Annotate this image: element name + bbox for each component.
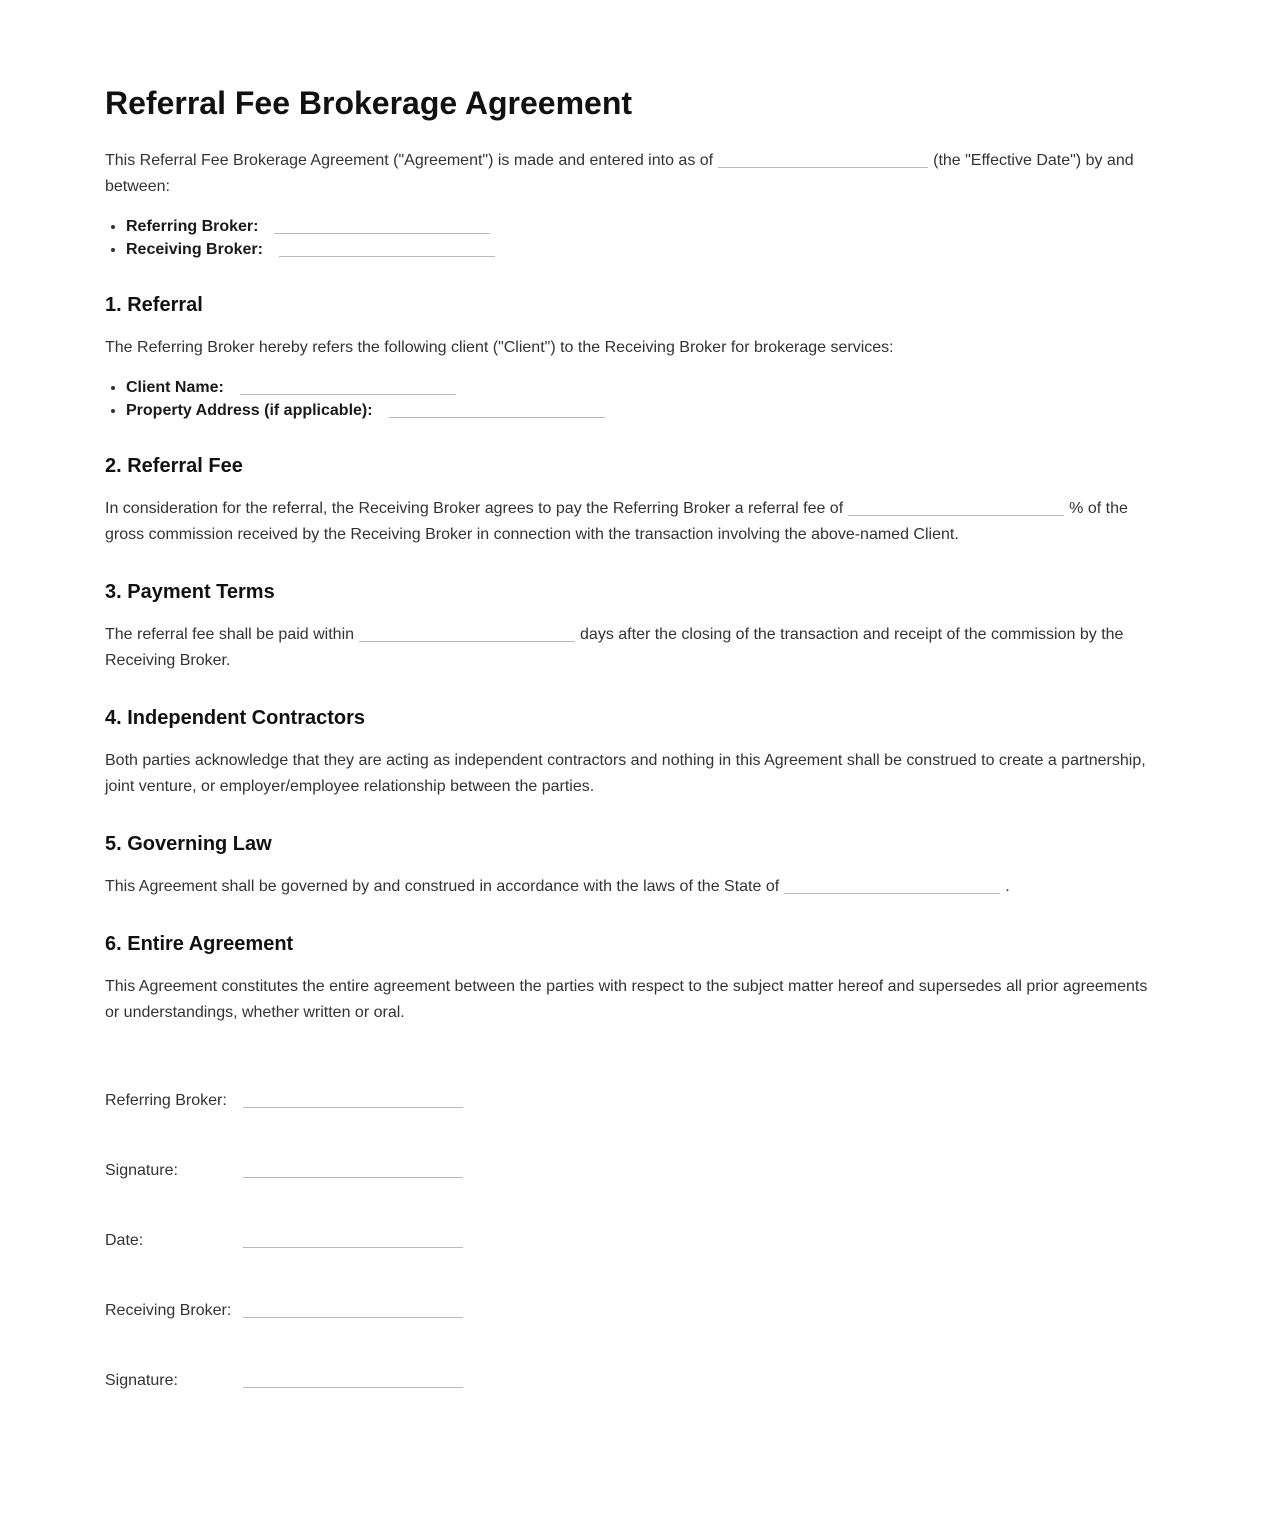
referral-details-list [105,377,1155,422]
sig-date-label: Date: [105,1232,144,1250]
property-address-item [126,400,1155,422]
receiving-broker-label: Receiving Broker: [126,241,263,259]
section-referral-body: The Referring Broker hereby refers the following client ("Client") to the Receiving Broker for brokerage services: [105,339,894,357]
sig-receiving-broker-label: Receiving Broker: [105,1302,232,1320]
sig-referring-broker-blank[interactable] [243,1093,463,1108]
section-governing-law-heading: 5. Governing Law [105,833,272,856]
sig-receiving-broker-row [105,1298,1155,1324]
payment-terms-text-before: The referral fee shall be paid within [105,626,355,644]
referral-fee-text-after: % of the gross commission received by the Receiving Broker in connection with the transaction involving the above-named Client. [105,500,1128,544]
sig-signature-2-label: Signature: [105,1372,178,1390]
receiving-broker-blank[interactable] [279,242,495,257]
governing-state-blank[interactable] [784,879,1000,894]
section-governing-law-body [105,874,1155,900]
sig-signature-1-row [105,1158,1155,1184]
sig-date-row [105,1228,1155,1254]
section-payment-terms-heading: 3. Payment Terms [105,581,275,604]
governing-law-text-after: . [1005,878,1010,896]
sig-receiving-broker-blank[interactable] [243,1303,463,1318]
sig-signature-1-blank[interactable] [243,1163,463,1178]
client-name-item [126,377,1155,399]
sig-date-blank[interactable] [243,1233,463,1248]
section-referral-fee-heading: 2. Referral Fee [105,455,243,478]
referring-broker-label: Referring Broker: [126,218,259,236]
referring-broker-blank[interactable] [274,219,490,234]
referral-fee-percent-blank[interactable] [848,501,1064,516]
signature-block [105,1088,1155,1394]
section-independent-contractors-body: Both parties acknowledge that they are acting as independent contractors and nothing in this Agreement shall be construed to create a partnership, joint venture, or employer/employee relationship between the parties. [105,752,1146,796]
section-entire-agreement-heading: 6. Entire Agreement [105,933,294,956]
property-address-label: Property Address (if applicable): [126,402,373,420]
document-title: Referral Fee Brokerage Agreement [105,85,633,121]
client-name-label: Client Name: [126,379,224,397]
parties-list [105,216,1155,261]
sig-signature-2-row [105,1368,1155,1394]
section-referral-fee-body [105,496,1155,548]
referral-fee-text-before: In consideration for the referral, the Receiving Broker agrees to pay the Referring Broker a referral fee of [105,500,844,518]
payment-terms-text-after: days after the closing of the transaction and receipt of the commission by the Receiving Broker. [105,626,1124,670]
intro-paragraph [105,148,1155,200]
sig-signature-1-label: Signature: [105,1162,178,1180]
client-name-blank[interactable] [240,380,456,395]
referring-broker-item [126,216,1155,238]
intro-text-before: This Referral Fee Brokerage Agreement ("Agreement") is made and entered into as of [105,152,714,170]
section-payment-terms-body [105,622,1155,674]
property-address-blank[interactable] [389,403,605,418]
effective-date-blank[interactable] [718,153,928,168]
receiving-broker-item [126,239,1155,261]
payment-days-blank[interactable] [359,627,575,642]
sig-signature-2-blank[interactable] [243,1373,463,1388]
section-referral-heading: 1. Referral [105,294,203,317]
governing-law-text-before: This Agreement shall be governed by and construed in accordance with the laws of the State of [105,878,780,896]
intro-text-after: (the "Effective Date") by and between: [105,152,1134,196]
section-entire-agreement-body: This Agreement constitutes the entire agreement between the parties with respect to the subject matter hereof and supersedes all prior agreements or understandings, whether written or oral. [105,978,1148,1022]
sig-referring-broker-row [105,1088,1155,1114]
section-independent-contractors-heading: 4. Independent Contractors [105,707,366,730]
sig-referring-broker-label: Referring Broker: [105,1092,227,1110]
